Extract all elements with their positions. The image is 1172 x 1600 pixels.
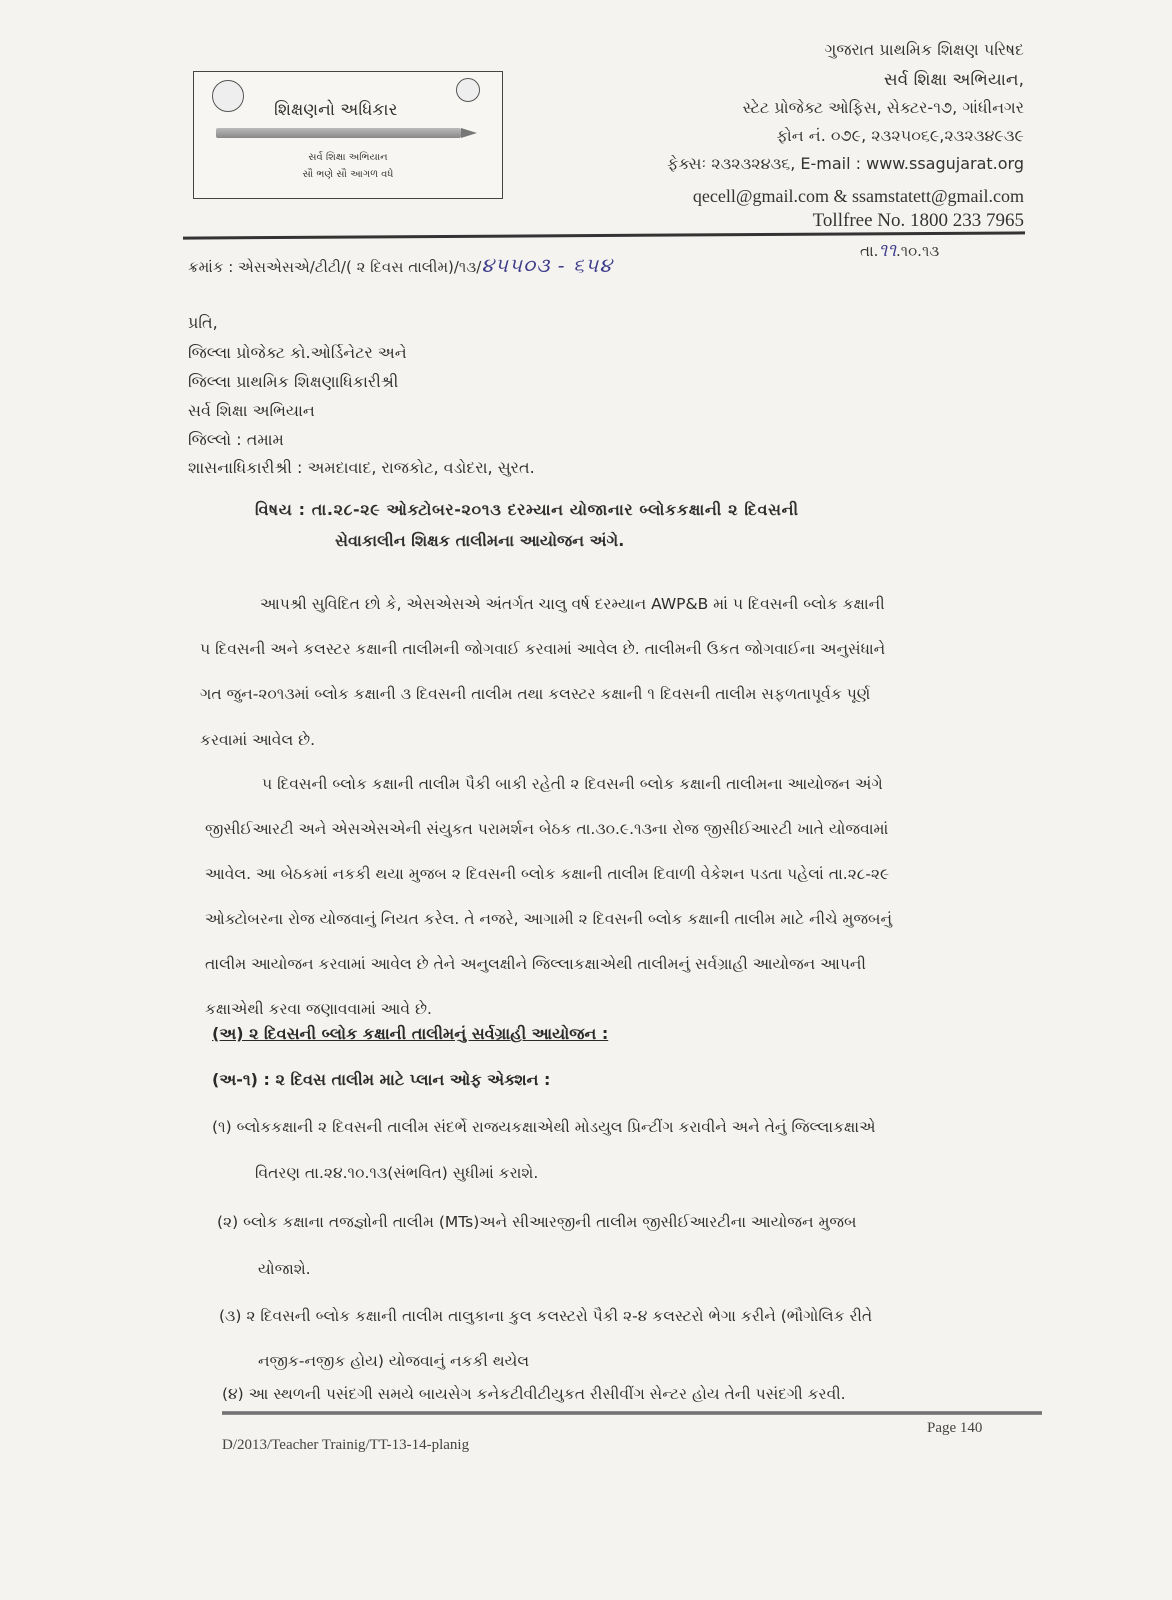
date-handwritten: ૧૧: [878, 240, 897, 261]
list-item: (૩) ૨ દિવસની બ્લોક કક્ષાની તાલીમ તાલુકાના કુલ કલસ્ટરો પૈકી ૨-૪ કલસ્ટરો ભેગા કરીને (ભૌગોલિક રીતે: [219, 1307, 873, 1325]
header-phone: ફોન નં. ૦૭૯, ૨૩૨૫૦૬૯,૨૩૨૩૪૯૩૯: [776, 126, 1024, 145]
reference-number: [188, 253, 613, 277]
recipient-line: શાસનાધિકારીશ્રી : અમદાવાદ, રાજકોટ, વડોદરા, સુરત.: [188, 458, 535, 477]
paragraph-line: કક્ષાએથી કરવા જણાવવામાં આવે છે.: [205, 1000, 432, 1018]
list-item: વિતરણ તા.૨૪.૧૦.૧૩(સંભવિત) સુધીમાં કરાશે.: [255, 1164, 539, 1182]
paragraph-line: કરવામાં આવેલ છે.: [200, 731, 316, 749]
paragraph-line: આપશ્રી સુવિદિત છો કે, એસએસએ અંતર્ગત ચાલુ વર્ષ દરમ્યાન AWP&B માં ૫ દિવસની બ્લોક કક્ષાની: [260, 595, 885, 613]
paragraph-line: જીસીઈઆરટી અને એસએસએની સંયુકત પરામર્શન બેઠક તા.૩૦.૯.૧૩ના રોજ જીસીઈઆરટી ખાતે યોજવામાં: [205, 820, 889, 838]
section-heading: (અ) ૨ દિવસની બ્લોક કક્ષાની તાલીમનું સર્વગ્રાહી આયોજન :: [212, 1024, 609, 1043]
paragraph-line: ૫ દિવસની બ્લોક કક્ષાની તાલીમ પૈકી બાકી રહેતી ૨ દિવસની બ્લોક કક્ષાની તાલીમના આયોજન અંગે: [262, 775, 883, 793]
paragraph-line: ૫ દિવસની અને કલસ્ટર કક્ષાની તાલીમની જોગવાઈ કરવામાં આવેલ છે. તાલીમની ઉકત જોગવાઈના અનુસંધાને: [200, 640, 886, 658]
list-item: (૨) બ્લોક કક્ષાના તજજ્ઞોની તાલીમ (MTs)અને સીઆરજીની તાલીમ જીસીઈઆરટીના આયોજન મુજબ: [217, 1213, 857, 1231]
header-fax-email: ફેક્સઃ ૨૩૨૩૨૪૩૬, E-mail : www.ssagujarat.org: [667, 154, 1024, 173]
recipient-line: જિલ્લા પ્રાથમિક શિક્ષણાધિકારીશ્રી: [188, 372, 399, 391]
subject-line: વિષય : તા.૨૮-૨૯ ઓક્ટોબર-૨૦૧૩ દરમ્યાન યોજાનાર બ્લોકકક્ષાની ૨ દિવસની: [255, 500, 799, 519]
child-figure-icon: [212, 80, 244, 112]
header-emails: qecell@gmail.com & ssamstatett@gmail.com: [692, 186, 1024, 206]
child-figure-icon: [456, 78, 480, 102]
footer-divider: [222, 1411, 1042, 1415]
letter-date: [860, 240, 939, 261]
logo: [193, 71, 503, 199]
list-item: નજીક-નજીક હોય) યોજવાનું નકકી થયેલ: [258, 1352, 530, 1370]
date-prefix: તા.: [860, 242, 879, 260]
recipient-line: જિલ્લો : તમામ: [188, 430, 284, 449]
header-org: ગુજરાત પ્રાથમિક શિક્ષણ પરિષદ: [824, 40, 1024, 59]
page-number: Page 140: [927, 1420, 983, 1436]
paragraph-line: આવેલ. આ બેઠકમાં નકકી થયા મુજબ ૨ દિવસની બ્લોક કક્ષાની તાલીમ દિવાળી વેકેશન પડતા પહેલાં તા.૨૮-૨૯: [205, 865, 890, 883]
reference-prefix: ક્રમાંક : એસએસએ/ટીટી/( ૨ દિવસ તાલીમ)/૧૩/: [188, 258, 482, 276]
footer-file-path: D/2013/Teacher Trainig/TT-13-14-planig: [222, 1437, 470, 1453]
date-suffix: .૧૦.૧૩: [896, 242, 940, 260]
pencil-icon: [216, 128, 461, 138]
recipient-line: સર્વ શિક્ષા અભિયાન: [188, 401, 315, 420]
subject-line: સેવાકાલીન શિક્ષક તાલીમના આયોજન અંગે.: [335, 531, 625, 550]
section-subheading: (અ-૧) : ૨ દિવસ તાલીમ માટે પ્લાન ઓફ એક્શન :: [212, 1070, 551, 1089]
recipient-line: પ્રતિ,: [188, 313, 218, 332]
header-tollfree: Tollfree No. 1800 233 7965: [812, 210, 1024, 231]
recipient-line: જિલ્લા પ્રોજેક્ટ કો.ઓર્ડિનેટર અને: [188, 343, 407, 362]
paragraph-line: તાલીમ આયોજન કરવામાં આવેલ છે તેને અનુલક્ષીને જિલ્લાકક્ષાએથી તાલીમનું સર્વગ્રાહી આયોજન આપની: [205, 955, 866, 973]
paragraph-line: ગત જુન-૨૦૧૩માં બ્લોક કક્ષાની ૩ દિવસની તાલીમ તથા કલસ્ટર કક્ષાની ૧ દિવસની તાલીમ સફળતાપૂર્વક પૂર્ણ: [200, 685, 871, 703]
logo-line: સર્વ શિક્ષા અભિયાન: [308, 152, 388, 163]
header-divider: [183, 231, 1025, 239]
logo-title: શિક્ષણનો અધિકાર: [274, 100, 398, 120]
paragraph-line: ઓક્ટોબરના રોજ યોજવાનું નિયત કરેલ. તે નજરે, આગામી ૨ દિવસની બ્લોક કક્ષાની તાલીમ માટે નીચે મુજબનું: [205, 910, 893, 928]
list-item: (૧) બ્લોકકક્ષાની ૨ દિવસની તાલીમ સંદર્ભે રાજયકક્ષાએથી મોડયુલ પ્રિન્ટીંગ કરાવીને અને તેનું જિલ્લાકક્ષાએ: [212, 1118, 876, 1136]
header-office: સ્ટેટ પ્રોજેક્ટ ઓફિસ, સેક્ટર-૧૭, ગાંધીનગર: [742, 98, 1024, 117]
reference-handwritten: ૪૫૫૦૩ - ૬૫૪: [481, 253, 613, 277]
header-program: સર્વ શિક્ષા અભિયાન,: [883, 70, 1024, 90]
logo-tagline: સૌ ભણે સૌ આગળ વધે: [302, 169, 394, 180]
list-item: (૪) આ સ્થળની પસંદગી સમયે બાયસેગ કનેકટીવીટીયુકત રીસીવીંગ સેન્ટર હોય તેની પસંદગી કરવી.: [222, 1385, 846, 1403]
list-item: યોજાશે.: [258, 1260, 311, 1278]
